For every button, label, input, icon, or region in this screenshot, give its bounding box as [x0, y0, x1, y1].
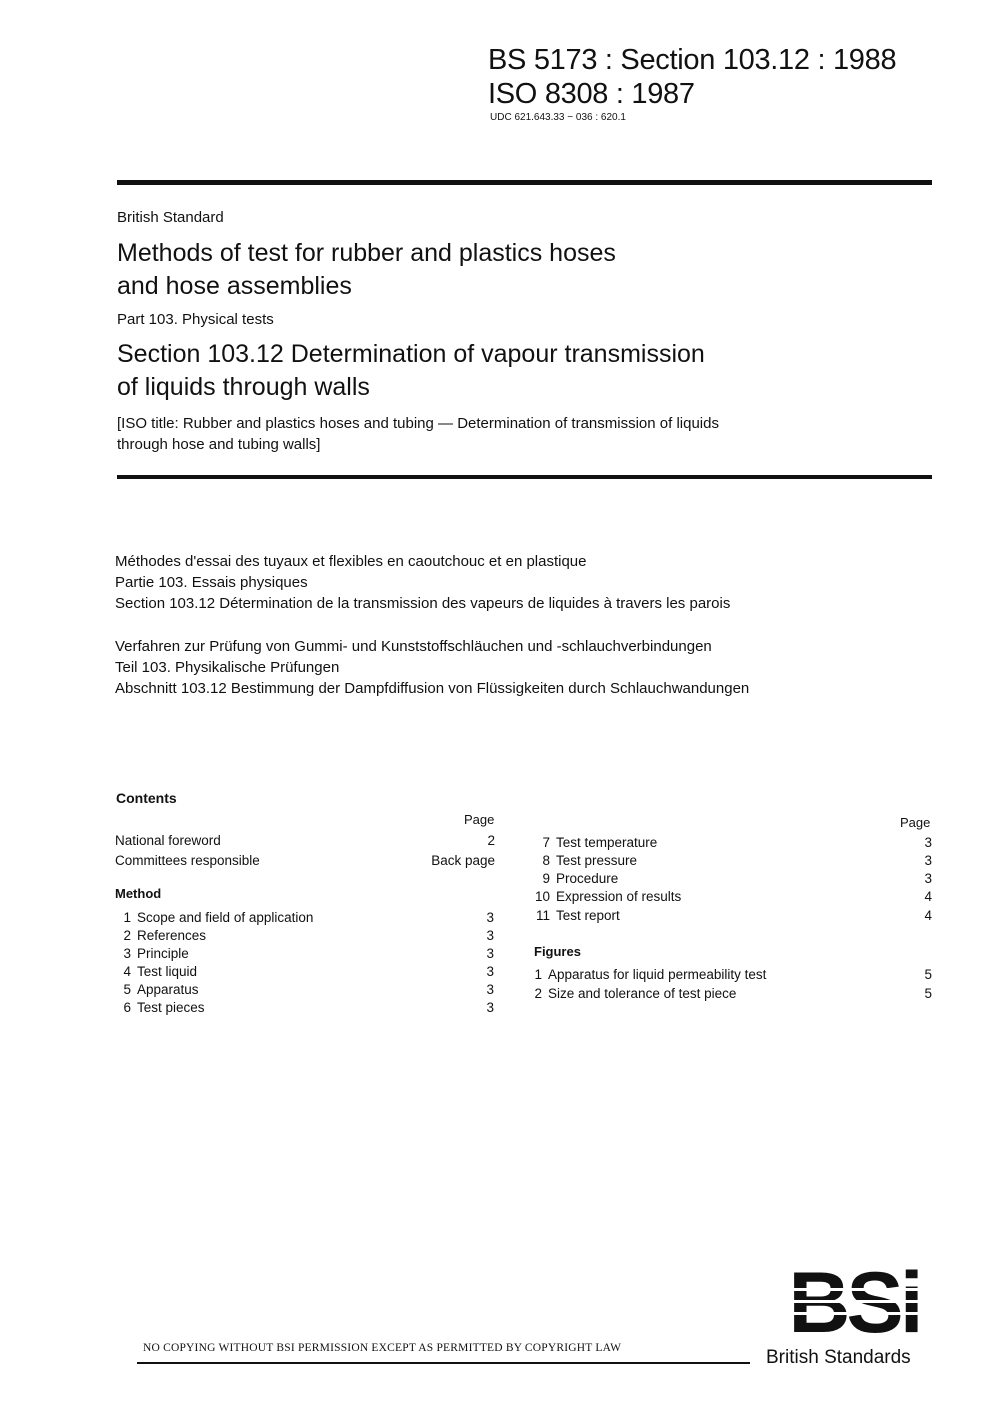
french-line-1: Méthodes d'essai des tuyaux et flexibles en caoutchouc et en plastique: [115, 553, 587, 570]
british-standard-label: British Standard: [117, 209, 224, 226]
toc-entry: 1 Scope and field of application 3: [123, 910, 494, 925]
french-line-2: Partie 103. Essais physiques: [115, 574, 308, 591]
section-line-1: Section 103.12 Determination of vapour transmission: [117, 340, 705, 368]
french-line-3: Section 103.12 Détermination de la transmission des vapeurs de liquides à travers les parois: [115, 595, 731, 612]
german-line-1: Verfahren zur Prüfung von Gummi- und Kunststoffschläuchen und -schlauchverbindungen: [115, 638, 712, 655]
bsi-logo-caption: British Standards: [766, 1347, 911, 1368]
method-heading: Method: [115, 886, 162, 901]
toc-entry: 2 References 3: [123, 928, 494, 943]
german-titles: [115, 636, 749, 699]
page-column-label-left: Page: [464, 812, 495, 827]
document-title: [117, 237, 917, 303]
part-label: Part 103. Physical tests: [117, 311, 274, 328]
title-line-1: Methods of test for rubber and plastics hoses: [117, 239, 616, 267]
toc-entry: 9 Procedure 3: [542, 871, 932, 886]
toc-entry: 5 Apparatus 3: [123, 982, 494, 997]
page-column-label-right: Page: [900, 815, 931, 830]
toc-entry: 3 Principle 3: [123, 946, 494, 961]
iso-title-line-2: through hose and tubing walls]: [117, 436, 321, 453]
title-line-2: and hose assemblies: [117, 272, 352, 300]
section-line-2: of liquids through walls: [117, 373, 370, 401]
toc-entry: 11 Test report 4: [535, 908, 932, 923]
footer-rule: [137, 1362, 750, 1364]
bsi-logo: [766, 1266, 942, 1338]
figures-heading: Figures: [534, 944, 581, 959]
copyright-notice: NO COPYING WITHOUT BSI PERMISSION EXCEPT AS PERMITTED BY COPYRIGHT LAW: [143, 1342, 622, 1354]
toc-entry-foreword: National foreword 2: [115, 833, 495, 848]
standard-number: BS 5173 : Section 103.12 : 1988: [488, 44, 897, 76]
iso-title-line-1: [ISO title: Rubber and plastics hoses and tubing — Determination of transmission of liquids: [117, 415, 719, 432]
toc-entry: 10 Expression of results 4: [534, 889, 932, 904]
iso-number: ISO 8308 : 1987: [488, 78, 695, 110]
toc-entry: 7 Test temperature 3: [542, 835, 932, 850]
udc-code: UDC 621.643.33 − 036 : 620.1: [490, 112, 626, 123]
iso-title: [117, 413, 897, 455]
contents-heading: Contents: [116, 790, 177, 806]
german-line-3: Abschnitt 103.12 Bestimmung der Dampfdiffusion von Flüssigkeiten durch Schlauchwandungen: [115, 680, 750, 697]
section-title: [117, 338, 917, 404]
french-titles: [115, 551, 730, 614]
toc-entry: 6 Test pieces 3: [123, 1000, 494, 1015]
top-rule: [117, 180, 932, 185]
title-rule: [117, 475, 932, 479]
toc-figure-entry: 1 Apparatus for liquid permeability test 5: [534, 967, 932, 982]
toc-entry: 4 Test liquid 3: [123, 964, 494, 979]
toc-entry: 8 Test pressure 3: [542, 853, 932, 868]
toc-figure-entry: 2 Size and tolerance of test piece 5: [534, 986, 932, 1001]
toc-entry-committees: Committees responsible Back page: [115, 853, 495, 868]
german-line-2: Teil 103. Physikalische Prüfungen: [115, 659, 340, 676]
